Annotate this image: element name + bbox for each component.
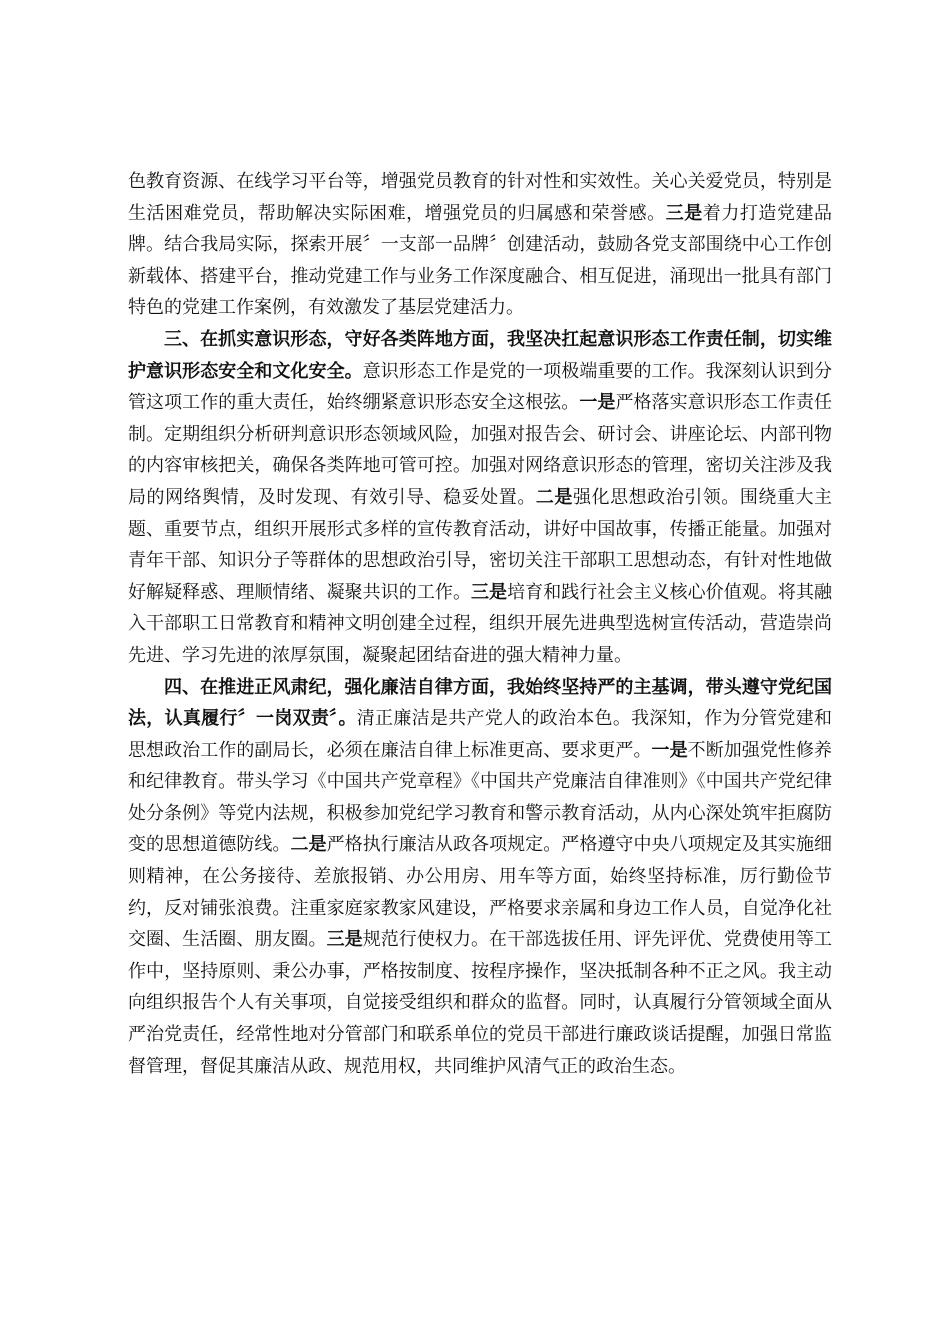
keyword-san-shi: 三是	[326, 929, 363, 951]
paragraph-text: 不断加强党性修养和纪律教育。带头学习《中国共产党章程》《中国共产党廉洁自律准则》《中国共产党纪律处分条例》等党内法规，积极参加党纪学习教育和警示教育活动，从内心深处筑牢拒腐防变的思想道德防线。	[128, 739, 833, 856]
paragraph-ideology	[128, 324, 832, 672]
paragraph-text: 着力打造党建品牌。结合我局实际，探索开展〞一支部一品牌〞创建活动，鼓励各党支部围绕中心工作创新载体、搭建平台，推动党建工作与业务工作深度融合、相互促进，涌现出一批具有部门特色的党建工作案例，有效激发了基层党建活力。	[128, 202, 833, 319]
keyword-er-shi: 二是	[535, 486, 573, 508]
paragraph-text: 强化思想政治引领。围绕重大主题、重要节点，组织开展形式多样的宣传教育活动，讲好中国故事，传播正能量。加强对青年干部、知识分子等群体的思想政治引导，密切关注干部职工思想动态，有针对性地做好解疑释惑、理顺情绪、凝聚共识的工作。	[128, 486, 833, 603]
section-heading-4: 四、在推进正风肃纪，强化廉洁自律方面，我始终坚持严的主基调，带头遵守党纪国法，认真履行〞一岗双责〞。	[128, 676, 832, 730]
keyword-san-shi: 三是	[665, 202, 703, 224]
paragraph-text: 严格执行廉洁从政各项规定。严格遵守中央八项规定及其实施细则精神，在公务接待、差旅报销、办公用房、用车等方面，始终坚持标准，厉行勤俭节约，反对铺张浪费。注重家庭家教家风建设，严格要求亲属和身边工作人员，自觉净化社交圈、生活圈、朋友圈。	[128, 834, 833, 951]
paragraph-text: 严格落实意识形态工作责任制。定期组织分析研判意识形态领域风险，加强对报告会、研讨会、讲座论坛、内部刊物的内容审核把关，确保各类阵地可管可控。加强对网络意识形态的管理，密切关注涉及我局的网络舆情，及时发现、有效引导、稳妥处置。	[128, 392, 833, 508]
paragraph-text: 规范行使权力。在干部选拔任用、评先评优、党费使用等工作中，坚持原则、秉公办事，严格按制度、按程序操作，坚决抵制各种不正之风。我主动向组织报告个人有关事项，自觉接受组织和群众的监督。同时，认真履行分管领域全面从严治党责任，经常性地对分管部门和联系单位的党员干部进行廉政谈话提醒，加强日常监督管理，督促其廉洁从政、规范用权，共同维护风清气正的政治生态。	[128, 929, 833, 1077]
section-heading-3: 三、在抓实意识形态，守好各类阵地方面，我坚决扛起意识形态工作责任制，切实维护意识形态安全和文化安全。	[128, 328, 832, 382]
paragraph-text: 培育和践行社会主义核心价值观。将其融入干部职工日常教育和精神文明创建全过程，组织开展先进典型选树宣传活动，营造崇尚先进、学习先进的浓厚氛围，凝聚起团结奋进的强大精神力量。	[128, 581, 833, 666]
paragraph-text: 色教育资源、在线学习平台等，增强党员教育的针对性和实效性。关心关爱党员，特别是生活困难党员，帮助解决实际困难，增强党员的归属感和荣誉感。	[128, 171, 832, 224]
document-body	[128, 166, 832, 1082]
keyword-yi-shi: 一是	[651, 739, 688, 761]
paragraph-text: 意识形态工作是党的一项极端重要的工作。我深刻认识到分管这项工作的重大责任，始终绷紧意识形态安全这根弦。	[128, 360, 833, 414]
paragraph-integrity	[128, 672, 832, 1083]
keyword-san-shi: 三是	[471, 581, 508, 603]
keyword-yi-shi: 一是	[579, 392, 616, 414]
keyword-er-shi: 二是	[290, 834, 327, 856]
paragraph-text: 清正廉洁是共产党人的政治本色。我深知，作为分管党建和思想政治工作的副局长，必须在廉洁自律上标准更高、要求更严。	[128, 708, 832, 761]
paragraph-continuation	[128, 166, 832, 324]
